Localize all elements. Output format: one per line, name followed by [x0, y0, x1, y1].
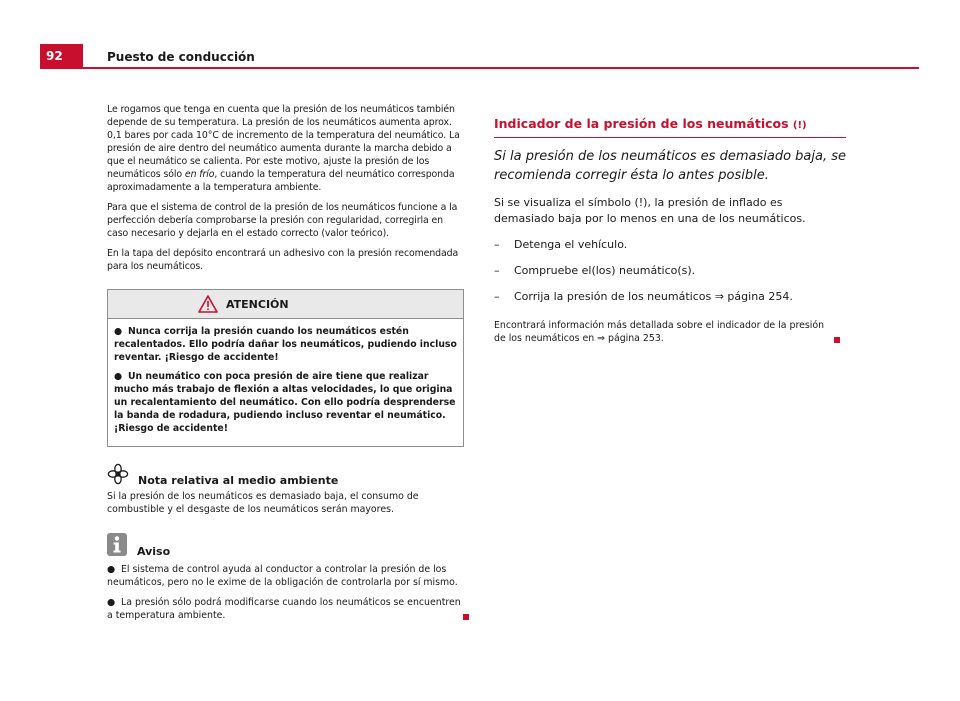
- flower-icon: [107, 463, 129, 485]
- lead-text: Si la presión de los neumáticos es demasiado baja, se recomienda corregir ésta lo antes posible.: [494, 149, 846, 183]
- warning-box: [107, 289, 464, 447]
- footnote: [494, 319, 834, 345]
- body-text-start: Si se visualiza el símbolo: [494, 196, 635, 209]
- emphasis-cold: en frío: [184, 169, 215, 180]
- bullet: ●: [114, 326, 123, 337]
- tire-pressure-symbol: (!): [634, 196, 648, 209]
- environment-note-text: Si la presión de los neumáticos es demasiado baja, el consumo de combustible y el desgaste de los neumáticos serán mayores.: [107, 491, 419, 515]
- bullet: ●: [114, 371, 123, 382]
- section-end-mark: [834, 337, 840, 343]
- paragraph-temperature-text: Le rogamos que tenga en cuenta que la presión de los neumáticos también depende de su temperatura. La presión de los neumáticos aumenta aprox. 0,1 bares por cada 10°C de incremento de la temperatura del neumático. La presión de aire dentro del neumático aumenta durante la marcha debido a que el neumático se calienta. Por este motivo, ajuste la presión de los neumáticos sólo: [107, 104, 460, 180]
- warning-body: [108, 319, 463, 446]
- step-item: [494, 237, 846, 253]
- warning-item: [114, 325, 457, 364]
- page-number: 92: [40, 44, 83, 69]
- section-title: [494, 116, 846, 131]
- left-column: [107, 103, 463, 622]
- aviso-item-text: La presión sólo podrá modificarse cuando los neumáticos se encuentren a temperatura ambiente.: [107, 597, 461, 621]
- warning-header: [108, 290, 463, 319]
- body-text: [494, 195, 846, 227]
- paragraph-sticker: En la tapa del depósito encontrará un adhesivo con la presión recomendada para los neumáticos.: [107, 248, 459, 272]
- environment-note-title: Nota relativa al medio ambiente: [138, 474, 339, 487]
- aviso-item-text: El sistema de control ayuda al conductor a controlar la presión de los neumáticos, pero no le exime de la obligación de controlarla por sí mismo.: [107, 564, 458, 588]
- section-rule: [494, 137, 846, 138]
- dash: –: [494, 290, 500, 303]
- warning-item-text: Nunca corrija la presión cuando los neumáticos estén recalentados. Ello podría dañar los neumáticos, pudiendo incluso reventar. ¡Riesgo de accidente!: [114, 326, 457, 363]
- header-rule: [40, 67, 919, 69]
- info-icon: [107, 533, 127, 556]
- section-title-text: Indicador de la presión de los neumáticos: [494, 116, 789, 131]
- aviso-title: Aviso: [137, 545, 171, 558]
- aviso-header: [107, 532, 463, 556]
- dash: –: [494, 264, 500, 277]
- dash: –: [494, 238, 500, 251]
- aviso-item: [107, 563, 463, 589]
- step-item: [494, 263, 846, 279]
- paragraph-temperature-tail: , cuando la temperatura del neumático corresponda aproximadamente a la temperatura ambiente.: [107, 169, 455, 193]
- bullet: ●: [107, 597, 116, 608]
- environment-note-header: [107, 463, 463, 485]
- body-text-end: , la presión de inflado es demasiado baja por lo menos en una de los neumáticos.: [494, 196, 806, 225]
- warning-item: [114, 370, 457, 435]
- step-item: [494, 289, 846, 305]
- paragraph-temperature: [107, 103, 463, 194]
- section-end-mark: [463, 614, 469, 620]
- chapter-title: Puesto de conducción: [107, 50, 255, 64]
- tire-pressure-symbol: (!): [792, 120, 807, 131]
- step-text: Corrija la presión de los neumáticos ⇒ página 254.: [514, 290, 793, 303]
- bullet: ●: [107, 564, 116, 575]
- warning-triangle-icon: [198, 295, 218, 313]
- footnote-text: Encontrará información más detallada sobre el indicador de la presión de los neumáticos en ⇒ página 253.: [494, 320, 825, 344]
- warning-title: ATENCIÓN: [226, 297, 289, 311]
- paragraph-control-system: Para que el sistema de control de la presión de los neumáticos funcione a la perfección debería comprobarse la presión con regularidad, corregirla en caso necesario y dejarla en el estado correcto (valor teórico).: [107, 202, 458, 239]
- warning-item-text: Un neumático con poca presión de aire tiene que realizar mucho más trabajo de flexión a altas velocidades, lo que origina un recalentamiento del neumático. Con ello podría desprenderse la banda de rodadura, pudiendo incluso reventar el neumático. ¡Riesgo de accidente!: [114, 371, 456, 434]
- right-column: [494, 116, 846, 345]
- step-text: Detenga el vehículo.: [514, 238, 628, 251]
- step-text: Compruebe el(los) neumático(s).: [514, 264, 696, 277]
- aviso-item: [107, 596, 463, 622]
